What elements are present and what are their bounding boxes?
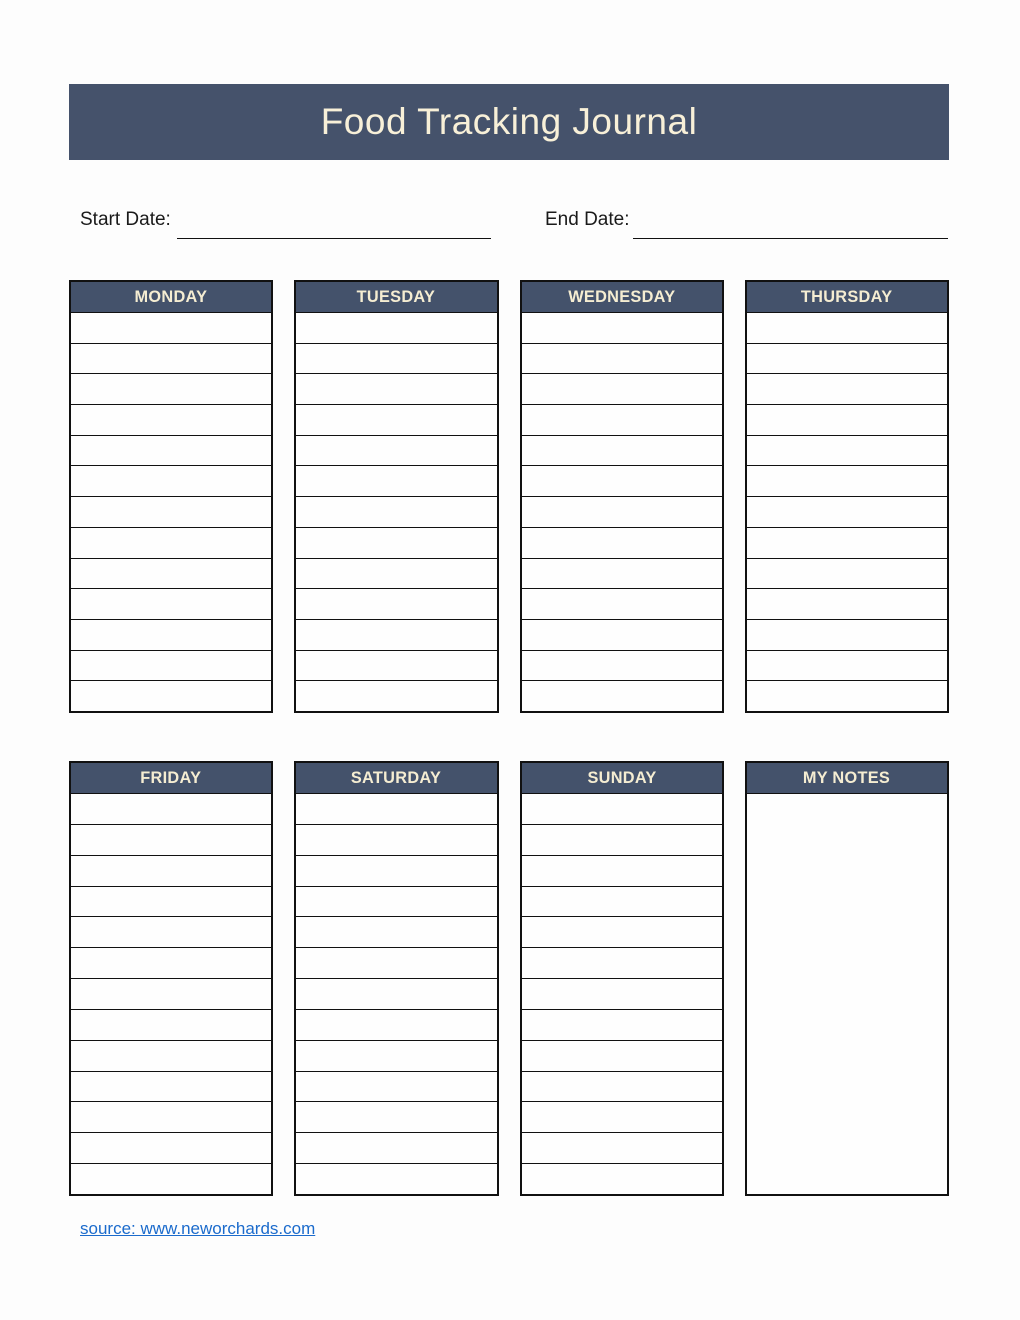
day-entry-row[interactable]	[71, 313, 271, 344]
day-entry-row[interactable]	[71, 497, 271, 528]
day-entry-row[interactable]	[747, 344, 947, 375]
day-entry-row[interactable]	[71, 466, 271, 497]
day-entry-row[interactable]	[747, 651, 947, 682]
day-column-wednesday	[520, 280, 724, 713]
day-entry-row[interactable]	[747, 436, 947, 467]
day-rows-monday	[71, 313, 271, 711]
day-entry-row[interactable]	[522, 856, 722, 887]
day-entry-row[interactable]	[296, 1010, 496, 1041]
week-grid-top	[69, 280, 949, 713]
day-entry-row[interactable]	[296, 794, 496, 825]
day-entry-row[interactable]	[71, 887, 271, 918]
day-entry-row[interactable]	[522, 466, 722, 497]
day-header-sunday	[522, 763, 722, 794]
end-date-label: End Date:	[545, 209, 630, 230]
day-entry-row[interactable]	[296, 856, 496, 887]
day-entry-row[interactable]	[296, 589, 496, 620]
day-rows-friday	[71, 794, 271, 1194]
day-entry-row[interactable]	[71, 1164, 271, 1194]
day-entry-row[interactable]	[522, 405, 722, 436]
day-header-label: SATURDAY	[351, 768, 442, 787]
day-rows-saturday	[296, 794, 496, 1194]
notes-column	[745, 761, 949, 1196]
day-entry-row[interactable]	[522, 559, 722, 590]
day-entry-row[interactable]	[71, 856, 271, 887]
day-entry-row[interactable]	[296, 436, 496, 467]
day-header-label: MONDAY	[134, 287, 208, 306]
week-grid-bottom	[69, 761, 949, 1196]
day-entry-row[interactable]	[71, 1072, 271, 1103]
day-entry-row[interactable]	[522, 374, 722, 405]
day-header-friday	[71, 763, 271, 794]
page-title: Food Tracking Journal	[320, 101, 698, 142]
day-entry-row[interactable]	[747, 620, 947, 651]
day-header-label: WEDNESDAY	[568, 287, 676, 306]
day-entry-row[interactable]	[71, 681, 271, 711]
day-entry-row[interactable]	[296, 374, 496, 405]
day-header-tuesday	[296, 282, 496, 313]
day-entry-row[interactable]	[296, 1041, 496, 1072]
day-entry-row[interactable]	[522, 1133, 722, 1164]
day-header-label: TUESDAY	[357, 287, 436, 306]
day-entry-row[interactable]	[296, 313, 496, 344]
day-entry-row[interactable]	[747, 466, 947, 497]
day-rows-wednesday	[522, 313, 722, 711]
day-entry-row[interactable]	[296, 651, 496, 682]
day-column-monday	[69, 280, 273, 713]
day-entry-row[interactable]	[747, 528, 947, 559]
day-rows-sunday	[522, 794, 722, 1194]
day-entry-row[interactable]	[522, 651, 722, 682]
day-entry-row[interactable]	[296, 1133, 496, 1164]
day-entry-row[interactable]	[71, 559, 271, 590]
day-entry-row[interactable]	[522, 1072, 722, 1103]
day-entry-row[interactable]	[71, 589, 271, 620]
notes-header	[747, 763, 947, 794]
source-link[interactable]: source: www.neworchards.com	[80, 1219, 316, 1238]
day-entry-row[interactable]	[522, 313, 722, 344]
day-entry-row[interactable]	[71, 948, 271, 979]
day-entry-row[interactable]	[522, 436, 722, 467]
start-date-input-line[interactable]	[177, 224, 491, 239]
day-entry-row[interactable]	[522, 681, 722, 711]
day-entry-row[interactable]	[522, 794, 722, 825]
day-entry-row[interactable]	[522, 620, 722, 651]
day-entry-row[interactable]	[296, 344, 496, 375]
day-entry-row[interactable]	[747, 681, 947, 711]
day-entry-row[interactable]	[71, 436, 271, 467]
day-header-label: THURSDAY	[801, 287, 893, 306]
day-entry-row[interactable]	[747, 559, 947, 590]
day-entry-row[interactable]	[522, 917, 722, 948]
day-column-thursday	[745, 280, 949, 713]
day-entry-row[interactable]	[296, 1072, 496, 1103]
day-entry-row[interactable]	[296, 1164, 496, 1194]
day-entry-row[interactable]	[747, 589, 947, 620]
day-entry-row[interactable]	[71, 1133, 271, 1164]
day-column-tuesday	[294, 280, 498, 713]
day-entry-row[interactable]	[296, 825, 496, 856]
day-entry-row[interactable]	[747, 497, 947, 528]
day-entry-row[interactable]	[71, 344, 271, 375]
day-entry-row[interactable]	[522, 948, 722, 979]
day-entry-row[interactable]	[296, 887, 496, 918]
day-entry-row[interactable]	[71, 825, 271, 856]
day-column-friday	[69, 761, 273, 1196]
day-entry-row[interactable]	[747, 374, 947, 405]
day-entry-row[interactable]	[71, 1041, 271, 1072]
day-header-label: SUNDAY	[587, 768, 657, 787]
day-entry-row[interactable]	[71, 405, 271, 436]
day-entry-row[interactable]	[296, 528, 496, 559]
day-entry-row[interactable]	[71, 651, 271, 682]
notes-header-label: MY NOTES	[803, 768, 891, 787]
day-entry-row[interactable]	[71, 1010, 271, 1041]
day-entry-row[interactable]	[71, 917, 271, 948]
day-entry-row[interactable]	[71, 374, 271, 405]
day-column-sunday	[520, 761, 724, 1196]
day-entry-row[interactable]	[71, 528, 271, 559]
day-entry-row[interactable]	[522, 344, 722, 375]
day-entry-row[interactable]	[296, 466, 496, 497]
day-entry-row[interactable]	[296, 948, 496, 979]
day-entry-row[interactable]	[522, 497, 722, 528]
day-entry-row[interactable]	[522, 1010, 722, 1041]
day-entry-row[interactable]	[522, 825, 722, 856]
day-entry-row[interactable]	[296, 405, 496, 436]
day-header-saturday	[296, 763, 496, 794]
day-rows-thursday	[747, 313, 947, 711]
day-entry-row[interactable]	[296, 620, 496, 651]
day-header-wednesday	[522, 282, 722, 313]
day-entry-row[interactable]	[522, 1041, 722, 1072]
day-entry-row[interactable]	[522, 1164, 722, 1194]
day-header-thursday	[747, 282, 947, 313]
day-rows-tuesday	[296, 313, 496, 711]
day-entry-row[interactable]	[296, 497, 496, 528]
day-entry-row[interactable]	[522, 589, 722, 620]
day-entry-row[interactable]	[296, 917, 496, 948]
day-entry-row[interactable]	[71, 620, 271, 651]
day-header-monday	[71, 282, 271, 313]
notes-area[interactable]	[747, 794, 947, 1194]
day-entry-row[interactable]	[522, 528, 722, 559]
day-entry-row[interactable]	[522, 1102, 722, 1133]
day-entry-row[interactable]	[747, 313, 947, 344]
day-entry-row[interactable]	[747, 405, 947, 436]
day-entry-row[interactable]	[71, 979, 271, 1010]
end-date-input-line[interactable]	[633, 224, 948, 239]
day-entry-row[interactable]	[296, 979, 496, 1010]
day-entry-row[interactable]	[71, 794, 271, 825]
day-header-label: FRIDAY	[140, 768, 202, 787]
day-entry-row[interactable]	[71, 1102, 271, 1133]
title-banner	[69, 84, 949, 160]
day-column-saturday	[294, 761, 498, 1196]
day-entry-row[interactable]	[296, 681, 496, 711]
start-date-label: Start Date:	[80, 209, 171, 230]
day-entry-row[interactable]	[296, 1102, 496, 1133]
day-entry-row[interactable]	[522, 887, 722, 918]
day-entry-row[interactable]	[296, 559, 496, 590]
day-entry-row[interactable]	[522, 979, 722, 1010]
